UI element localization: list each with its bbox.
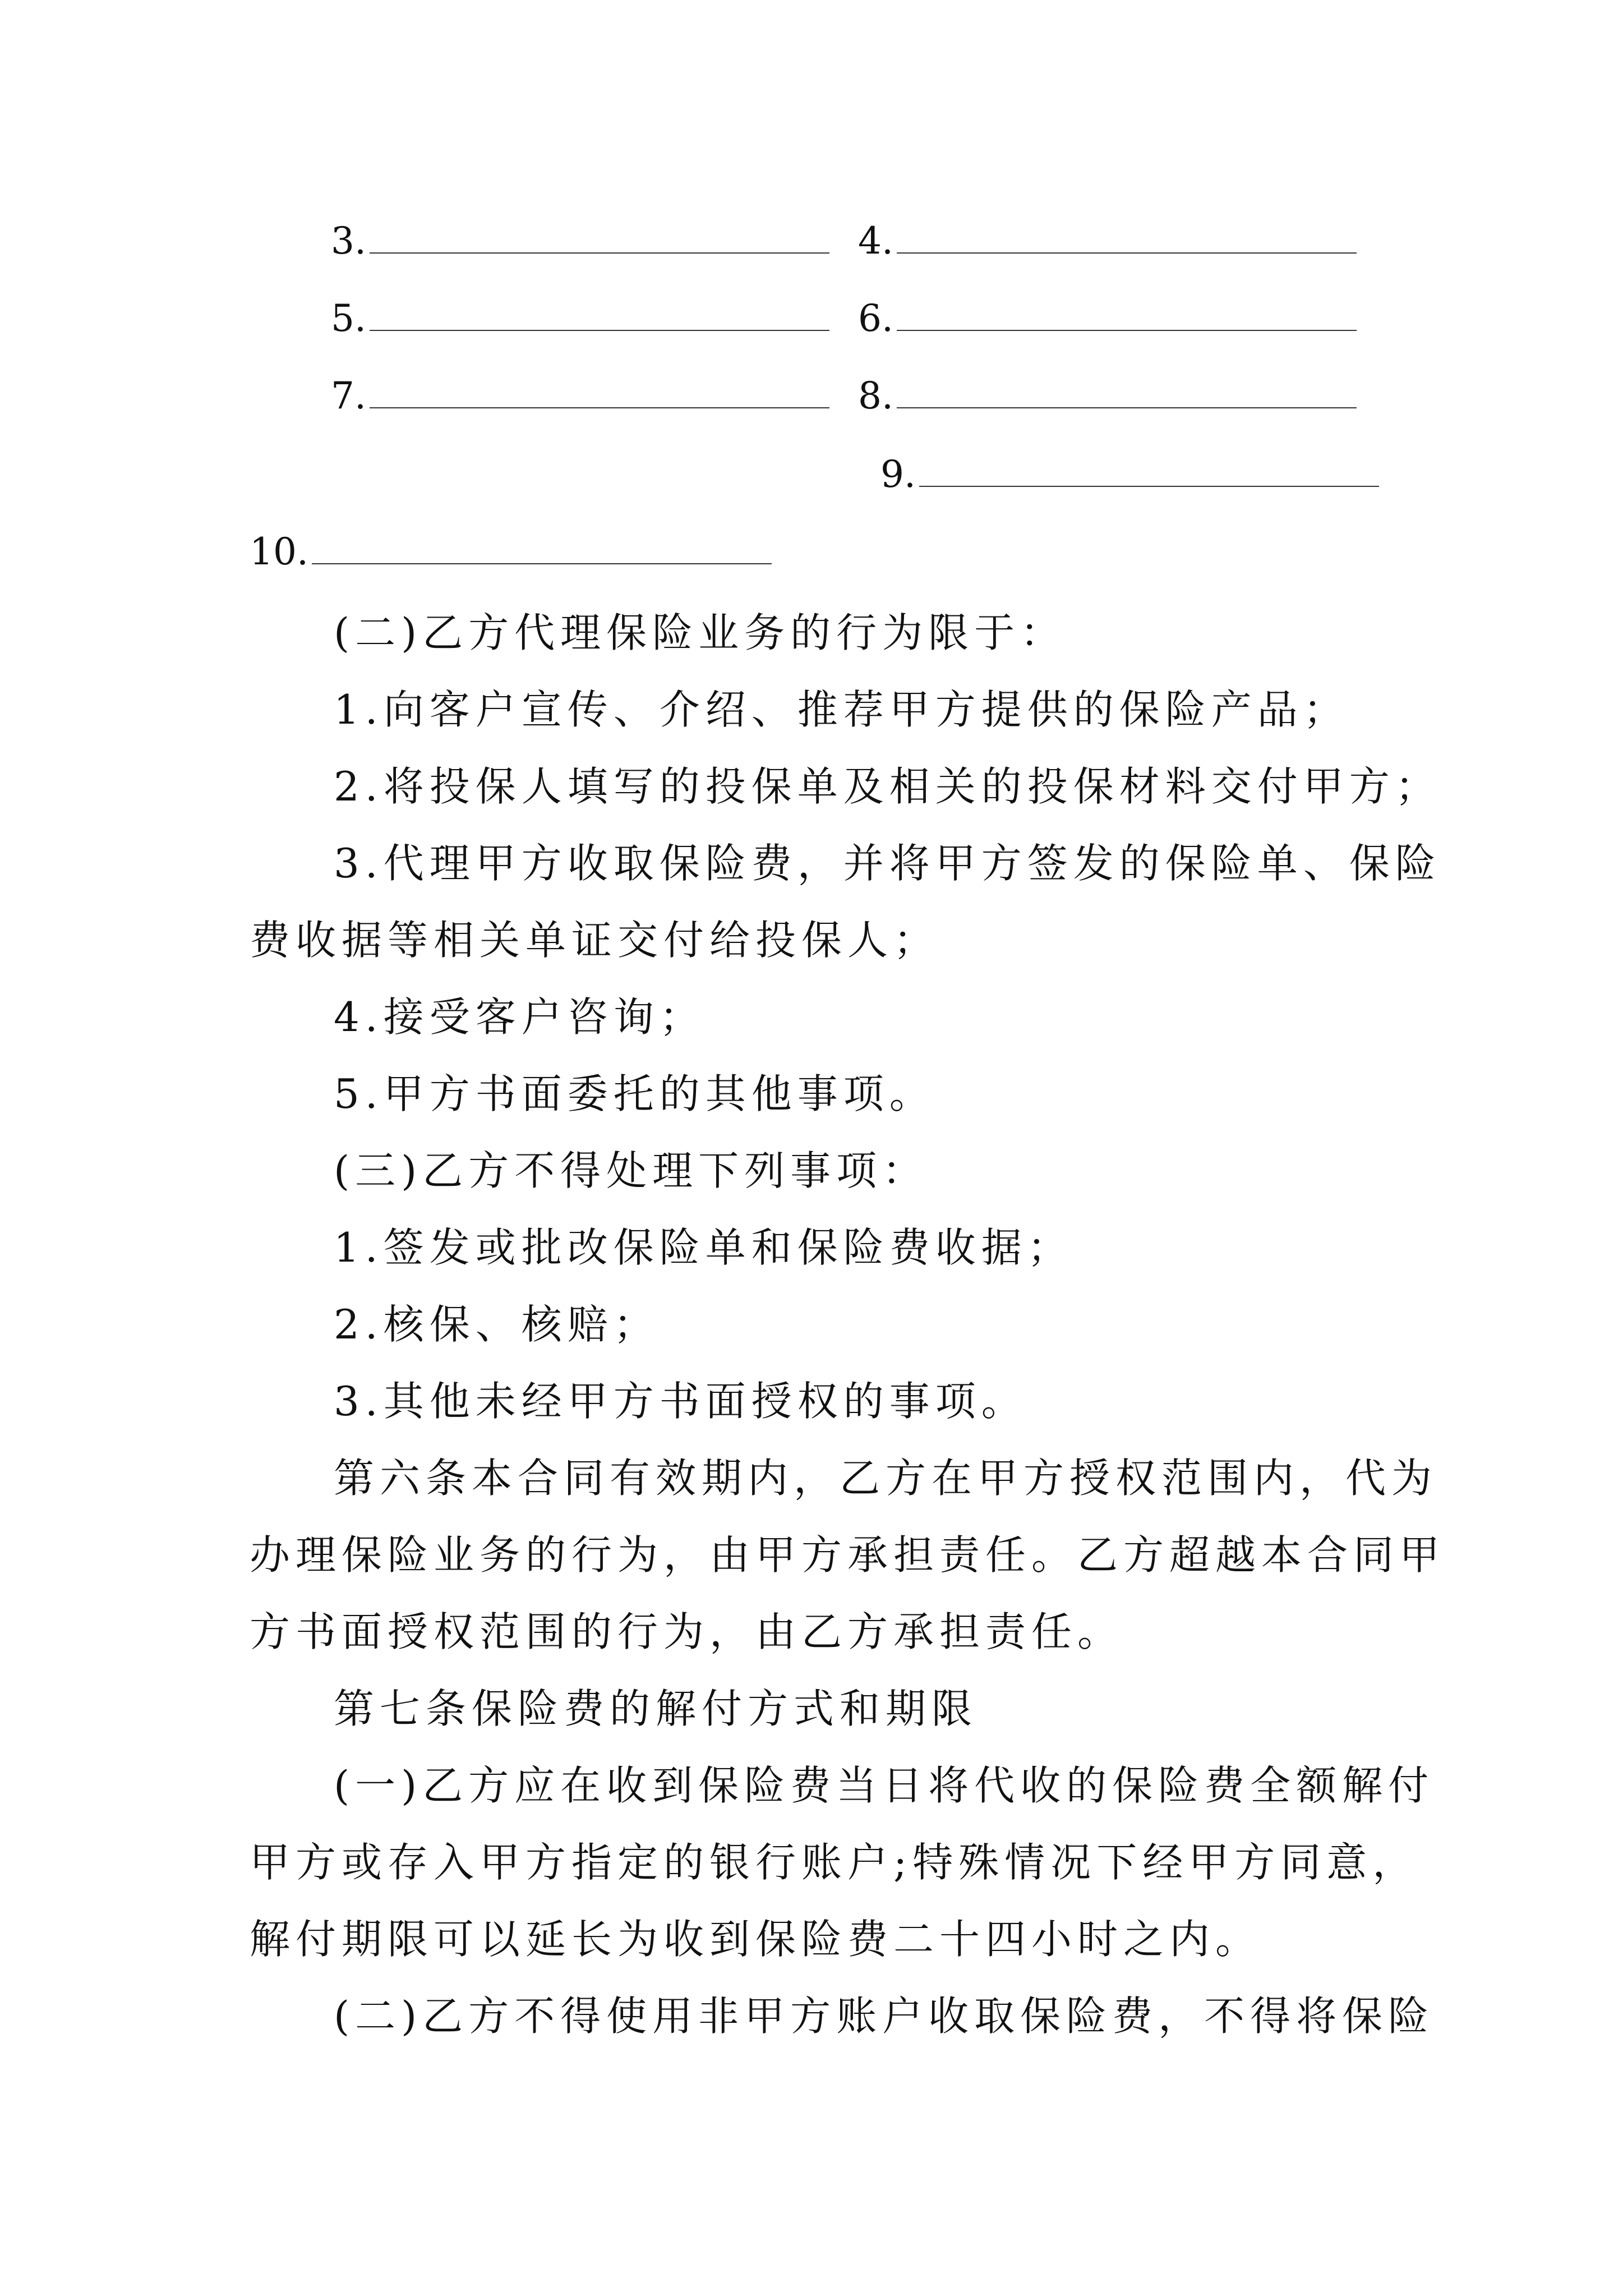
blank-line[interactable] bbox=[370, 374, 829, 408]
blank-item-8 bbox=[858, 374, 1357, 418]
section-3-item-3: 3.其他未经甲方书面授权的事项。 bbox=[334, 1378, 1027, 1425]
section-2-item-3-cont: 费收据等相关单证交付给投保人； bbox=[250, 917, 940, 964]
section-3-item-2: 2.核保、核赔； bbox=[334, 1301, 660, 1348]
article-6-line-2: 办理保险业务的行为，由甲方承担责任。乙方超越本合同甲 bbox=[250, 1531, 1446, 1579]
section-2-item-1: 1.向客户宣传、介绍、推荐甲方提供的保险产品； bbox=[334, 686, 1349, 733]
blank-line[interactable] bbox=[312, 530, 772, 564]
blank-item-6 bbox=[858, 296, 1357, 341]
blank-number: 5. bbox=[331, 297, 366, 340]
article-7 bbox=[250, 1671, 1435, 2055]
blank-line[interactable] bbox=[897, 296, 1357, 331]
section-2-item-3: 3.代理甲方收取保险费，并将甲方签发的保险单、保险 bbox=[334, 840, 1441, 887]
article-7-para-2-line-1: (二)乙方不得使用非甲方账户收取保险费，不得将保险 bbox=[334, 1993, 1435, 2040]
section-3 bbox=[250, 1133, 1394, 1440]
section-2-heading: (二)乙方代理保险业务的行为限于： bbox=[334, 609, 1067, 656]
article-6-line-1: 第六条本合同有效期内，乙方在甲方授权范围内，代为 bbox=[334, 1455, 1438, 1502]
blank-line[interactable] bbox=[370, 296, 829, 331]
article-7-para-1-line-1: (一)乙方应在收到保险费当日将代收的保险费全额解付 bbox=[334, 1762, 1435, 1809]
blank-number: 6. bbox=[858, 297, 893, 340]
blank-number: 8. bbox=[858, 374, 893, 417]
article-7-heading: 第七条保险费的解付方式和期限 bbox=[334, 1685, 978, 1732]
blank-number: 3. bbox=[331, 219, 366, 263]
article-6 bbox=[250, 1440, 1446, 1671]
section-2-item-5: 5.甲方书面委托的其他事项。 bbox=[334, 1070, 935, 1117]
blank-item-3 bbox=[331, 219, 829, 264]
blank-line[interactable] bbox=[919, 452, 1379, 487]
blank-item-10 bbox=[250, 530, 772, 574]
article-7-para-1-line-2: 甲方或存入甲方指定的银行账户;特殊情况下经甲方同意， bbox=[250, 1839, 1419, 1886]
blank-item-9 bbox=[880, 452, 1379, 497]
blank-line[interactable] bbox=[897, 374, 1357, 408]
blank-line[interactable] bbox=[897, 219, 1357, 254]
blank-line[interactable] bbox=[370, 219, 829, 254]
blank-number: 4. bbox=[858, 219, 893, 263]
section-2-item-2: 2.将投保人填写的投保单及相关的投保材料交付甲方； bbox=[334, 763, 1441, 810]
section-3-heading: (三)乙方不得处理下列事项： bbox=[334, 1147, 929, 1194]
blank-number: 10. bbox=[250, 530, 308, 573]
section-2-item-4: 4.接受客户咨询； bbox=[334, 993, 706, 1041]
blank-number: 9. bbox=[880, 453, 916, 496]
section-2 bbox=[250, 595, 1441, 1133]
article-7-para-1-line-3: 解付期限可以延长为收到保险费二十四小时之内。 bbox=[250, 1916, 1262, 1963]
blank-item-5 bbox=[331, 296, 829, 341]
blank-item-4 bbox=[858, 219, 1357, 264]
section-3-item-1: 1.签发或批改保险单和保险费收据； bbox=[334, 1224, 1073, 1271]
article-6-line-3: 方书面授权范围的行为，由乙方承担责任。 bbox=[250, 1608, 1124, 1655]
blank-number: 7. bbox=[331, 374, 366, 417]
blank-item-7 bbox=[331, 374, 829, 418]
